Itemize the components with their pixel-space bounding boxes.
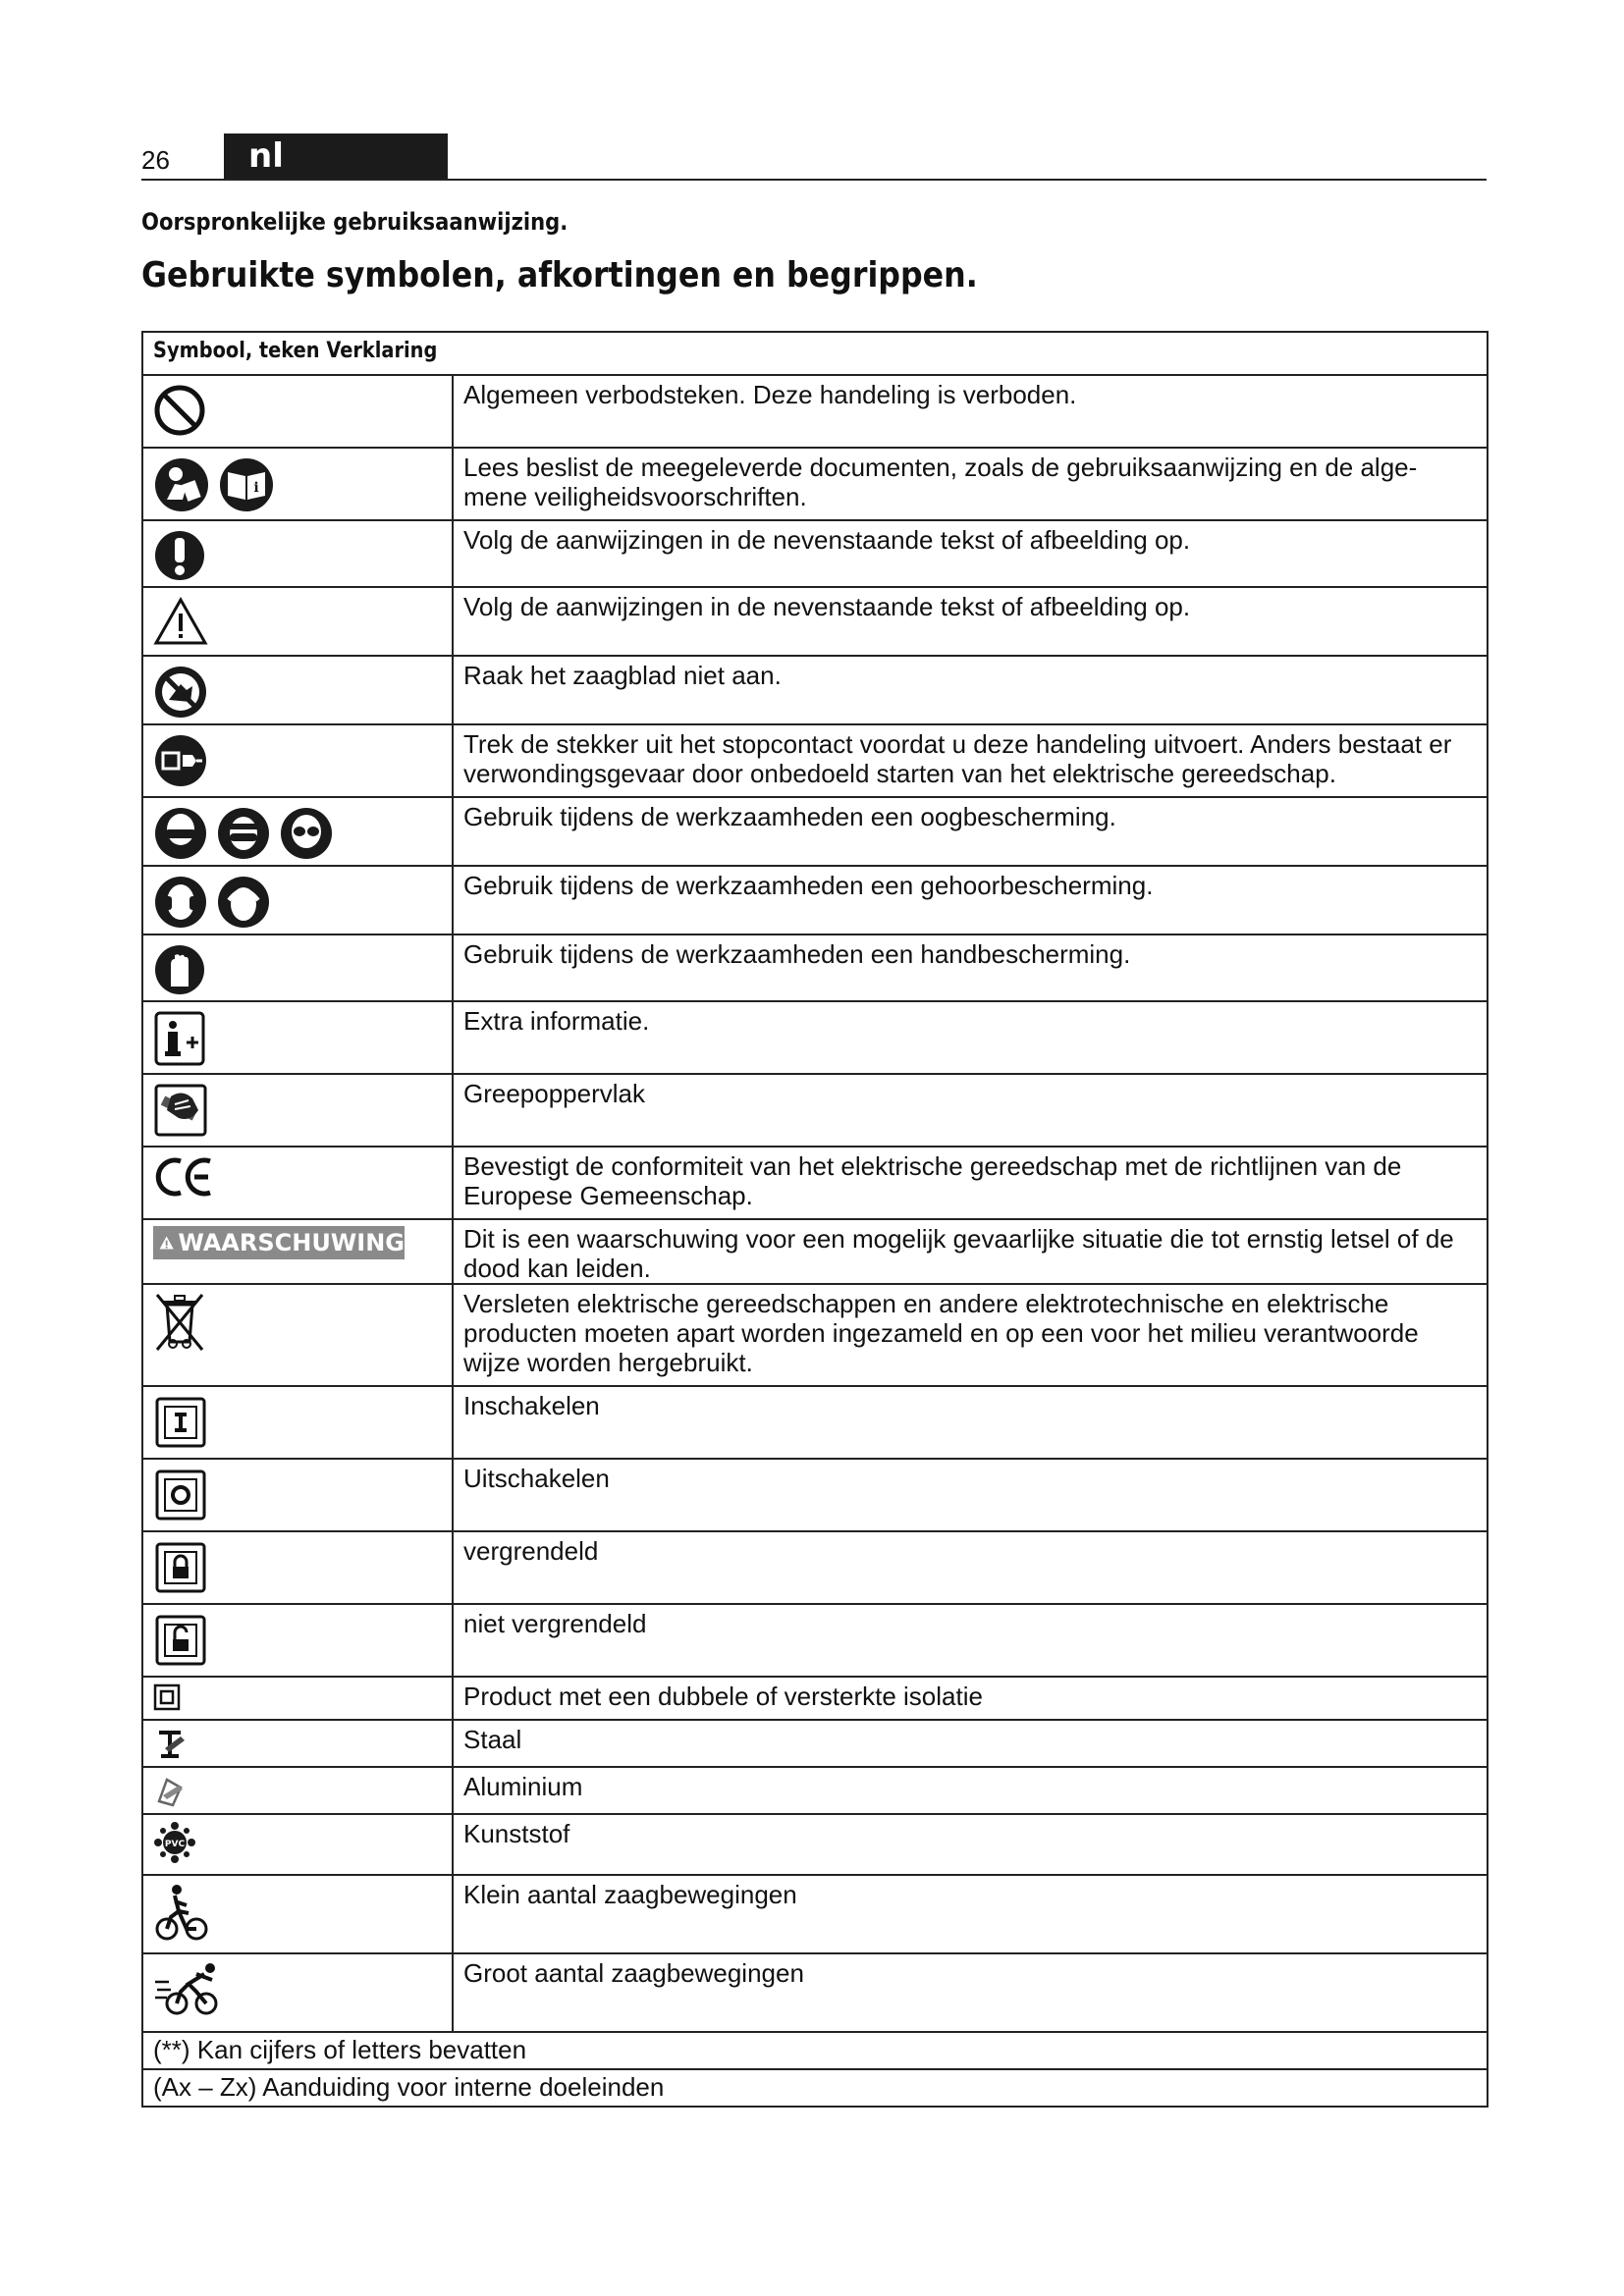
- row-description: Dit is een waarschuwing voor een mogelijk gevaarlijke situatie die tot ernstig letsel of de dood kan leiden.: [453, 1219, 1488, 1284]
- footnote-text: (**) Kan cijfers of letters bevatten: [153, 2035, 527, 2064]
- page-header: [141, 132, 1487, 181]
- row-description: Aluminium: [453, 1767, 1488, 1814]
- document-subtitle: Oorspronkelijke gebruiksaanwijzing.: [141, 208, 568, 236]
- row-description: Gebruik tijdens de werkzaamheden een handbescherming.: [453, 934, 1488, 1001]
- table-row: [142, 1720, 1488, 1767]
- steel-icon: [153, 1727, 189, 1762]
- table-row: [142, 1219, 1488, 1284]
- table-row: [142, 1001, 1488, 1074]
- switch-on-icon: [153, 1395, 208, 1450]
- face-shield-icon: [216, 806, 271, 861]
- row-description: Uitschakelen: [453, 1459, 1488, 1531]
- footnote-row: [142, 2032, 1488, 2069]
- table-row: [142, 934, 1488, 1001]
- table-row: [142, 587, 1488, 656]
- row-description: Inschakelen: [453, 1386, 1488, 1459]
- switch-off-icon: [153, 1468, 208, 1522]
- row-description: Algemeen verbodsteken. Deze handeling is verboden.: [453, 375, 1488, 448]
- warning-badge-icon: [153, 1226, 405, 1259]
- unplug-icon: [153, 733, 208, 788]
- aluminium-icon: [153, 1774, 189, 1809]
- grip-surface-icon: [153, 1083, 208, 1138]
- mandatory-exclamation-icon: [153, 529, 206, 582]
- symbols-table: [141, 331, 1489, 2108]
- eye-protection-icon: [153, 806, 208, 861]
- table-row: [142, 1459, 1488, 1531]
- fast-cyclist-icon: [153, 1962, 224, 2017]
- table-row: [142, 1074, 1488, 1147]
- row-description: Staal: [453, 1720, 1488, 1767]
- row-description: vergrendeld: [453, 1531, 1488, 1604]
- do-not-touch-blade-icon: [153, 665, 208, 720]
- row-description: Raak het zaagblad niet aan.: [453, 656, 1488, 724]
- table-row: [142, 520, 1488, 587]
- row-description: Gebruik tijdens de werkzaamheden een gehoorbescherming.: [453, 866, 1488, 934]
- table-row: [142, 1767, 1488, 1814]
- double-insulation-icon: [153, 1683, 181, 1711]
- hand-protection-icon: [153, 943, 206, 996]
- table-row: [142, 1386, 1488, 1459]
- row-description: Volg de aanwijzingen in de nevenstaande tekst of afbeelding op.: [453, 587, 1488, 656]
- ce-mark-icon: [153, 1155, 216, 1199]
- row-description: niet vergrendeld: [453, 1604, 1488, 1677]
- row-description: Product met een dubbele of versterkte isolatie: [453, 1677, 1488, 1720]
- plastic-pvc-icon: [153, 1821, 196, 1864]
- row-description: Klein aantal zaagbewegingen: [453, 1875, 1488, 1953]
- safety-glasses-icon: [279, 806, 334, 861]
- page-number: 26: [141, 145, 170, 175]
- row-description: Versleten elektrische gereedschappen en andere elektrotechnische en elektrische producten moeten apart worden ingezameld en op een voor het milieu verantwoorde wijze worden hergebruikt.: [453, 1284, 1488, 1386]
- footnote-text: (Ax – Zx) Aanduiding voor interne doeleinden: [153, 2072, 665, 2102]
- table-row: [142, 1531, 1488, 1604]
- table-row: [142, 866, 1488, 934]
- table-row: [142, 1284, 1488, 1386]
- read-book-icon: [218, 456, 275, 513]
- warning-badge-label: WAARSCHUWING: [178, 1229, 405, 1256]
- row-description: Groot aantal zaagbewegingen: [453, 1953, 1488, 2032]
- table-row: [142, 1604, 1488, 1677]
- table-row: [142, 1814, 1488, 1875]
- info-plus-icon: [153, 1010, 206, 1067]
- ear-protection-icon: [153, 875, 208, 930]
- slow-cyclist-icon: [153, 1884, 212, 1943]
- row-description: Greepoppervlak: [453, 1074, 1488, 1147]
- table-row: [142, 1677, 1488, 1720]
- ear-muffs-icon: [216, 875, 271, 930]
- language-tag: nl: [224, 133, 448, 179]
- table-row: [142, 656, 1488, 724]
- row-description: Kunststof: [453, 1814, 1488, 1875]
- unlocked-icon: [153, 1613, 208, 1668]
- prohibition-icon: [153, 384, 206, 437]
- table-row: [142, 375, 1488, 448]
- svg-text:i: i: [253, 480, 259, 496]
- row-description: Trek de stekker uit het stopcontact voordat u deze handeling uitvoert. Anders bestaat er verwondingsgevaar door onbedoeld starten van het elektrische gereedschap.: [453, 724, 1488, 797]
- row-description: Volg de aanwijzingen in de nevenstaande tekst of afbeelding op.: [453, 520, 1488, 587]
- page-title: Gebruikte symbolen, afkortingen en begrippen.: [141, 255, 978, 295]
- table-row: [142, 1875, 1488, 1953]
- table-row: [142, 724, 1488, 797]
- table-header-row: [142, 332, 1488, 375]
- table-header: Symbool, teken Verklaring: [142, 332, 1488, 375]
- crossed-bin-icon: [153, 1293, 206, 1352]
- table-row: [142, 797, 1488, 866]
- row-description: Extra informatie.: [453, 1001, 1488, 1074]
- table-row: [142, 1147, 1488, 1219]
- table-row: [142, 1953, 1488, 2032]
- row-description: Lees beslist de meegeleverde documenten, zoals de gebruiksaanwijzing en de alge-mene veiligheidsvoorschriften.: [453, 448, 1488, 520]
- row-description: Gebruik tijdens de werkzaamheden een oogbescherming.: [453, 797, 1488, 866]
- footnote-row: [142, 2069, 1488, 2107]
- table-row: [142, 448, 1488, 520]
- read-manual-icon: [153, 456, 210, 513]
- locked-icon: [153, 1540, 208, 1595]
- row-description: Bevestigt de conformiteit van het elektrische gereedschap met de richtlijnen van de Europese Gemeenschap.: [453, 1147, 1488, 1219]
- svg-text:PVC: PVC: [164, 1840, 186, 1849]
- warning-triangle-icon: [153, 596, 208, 647]
